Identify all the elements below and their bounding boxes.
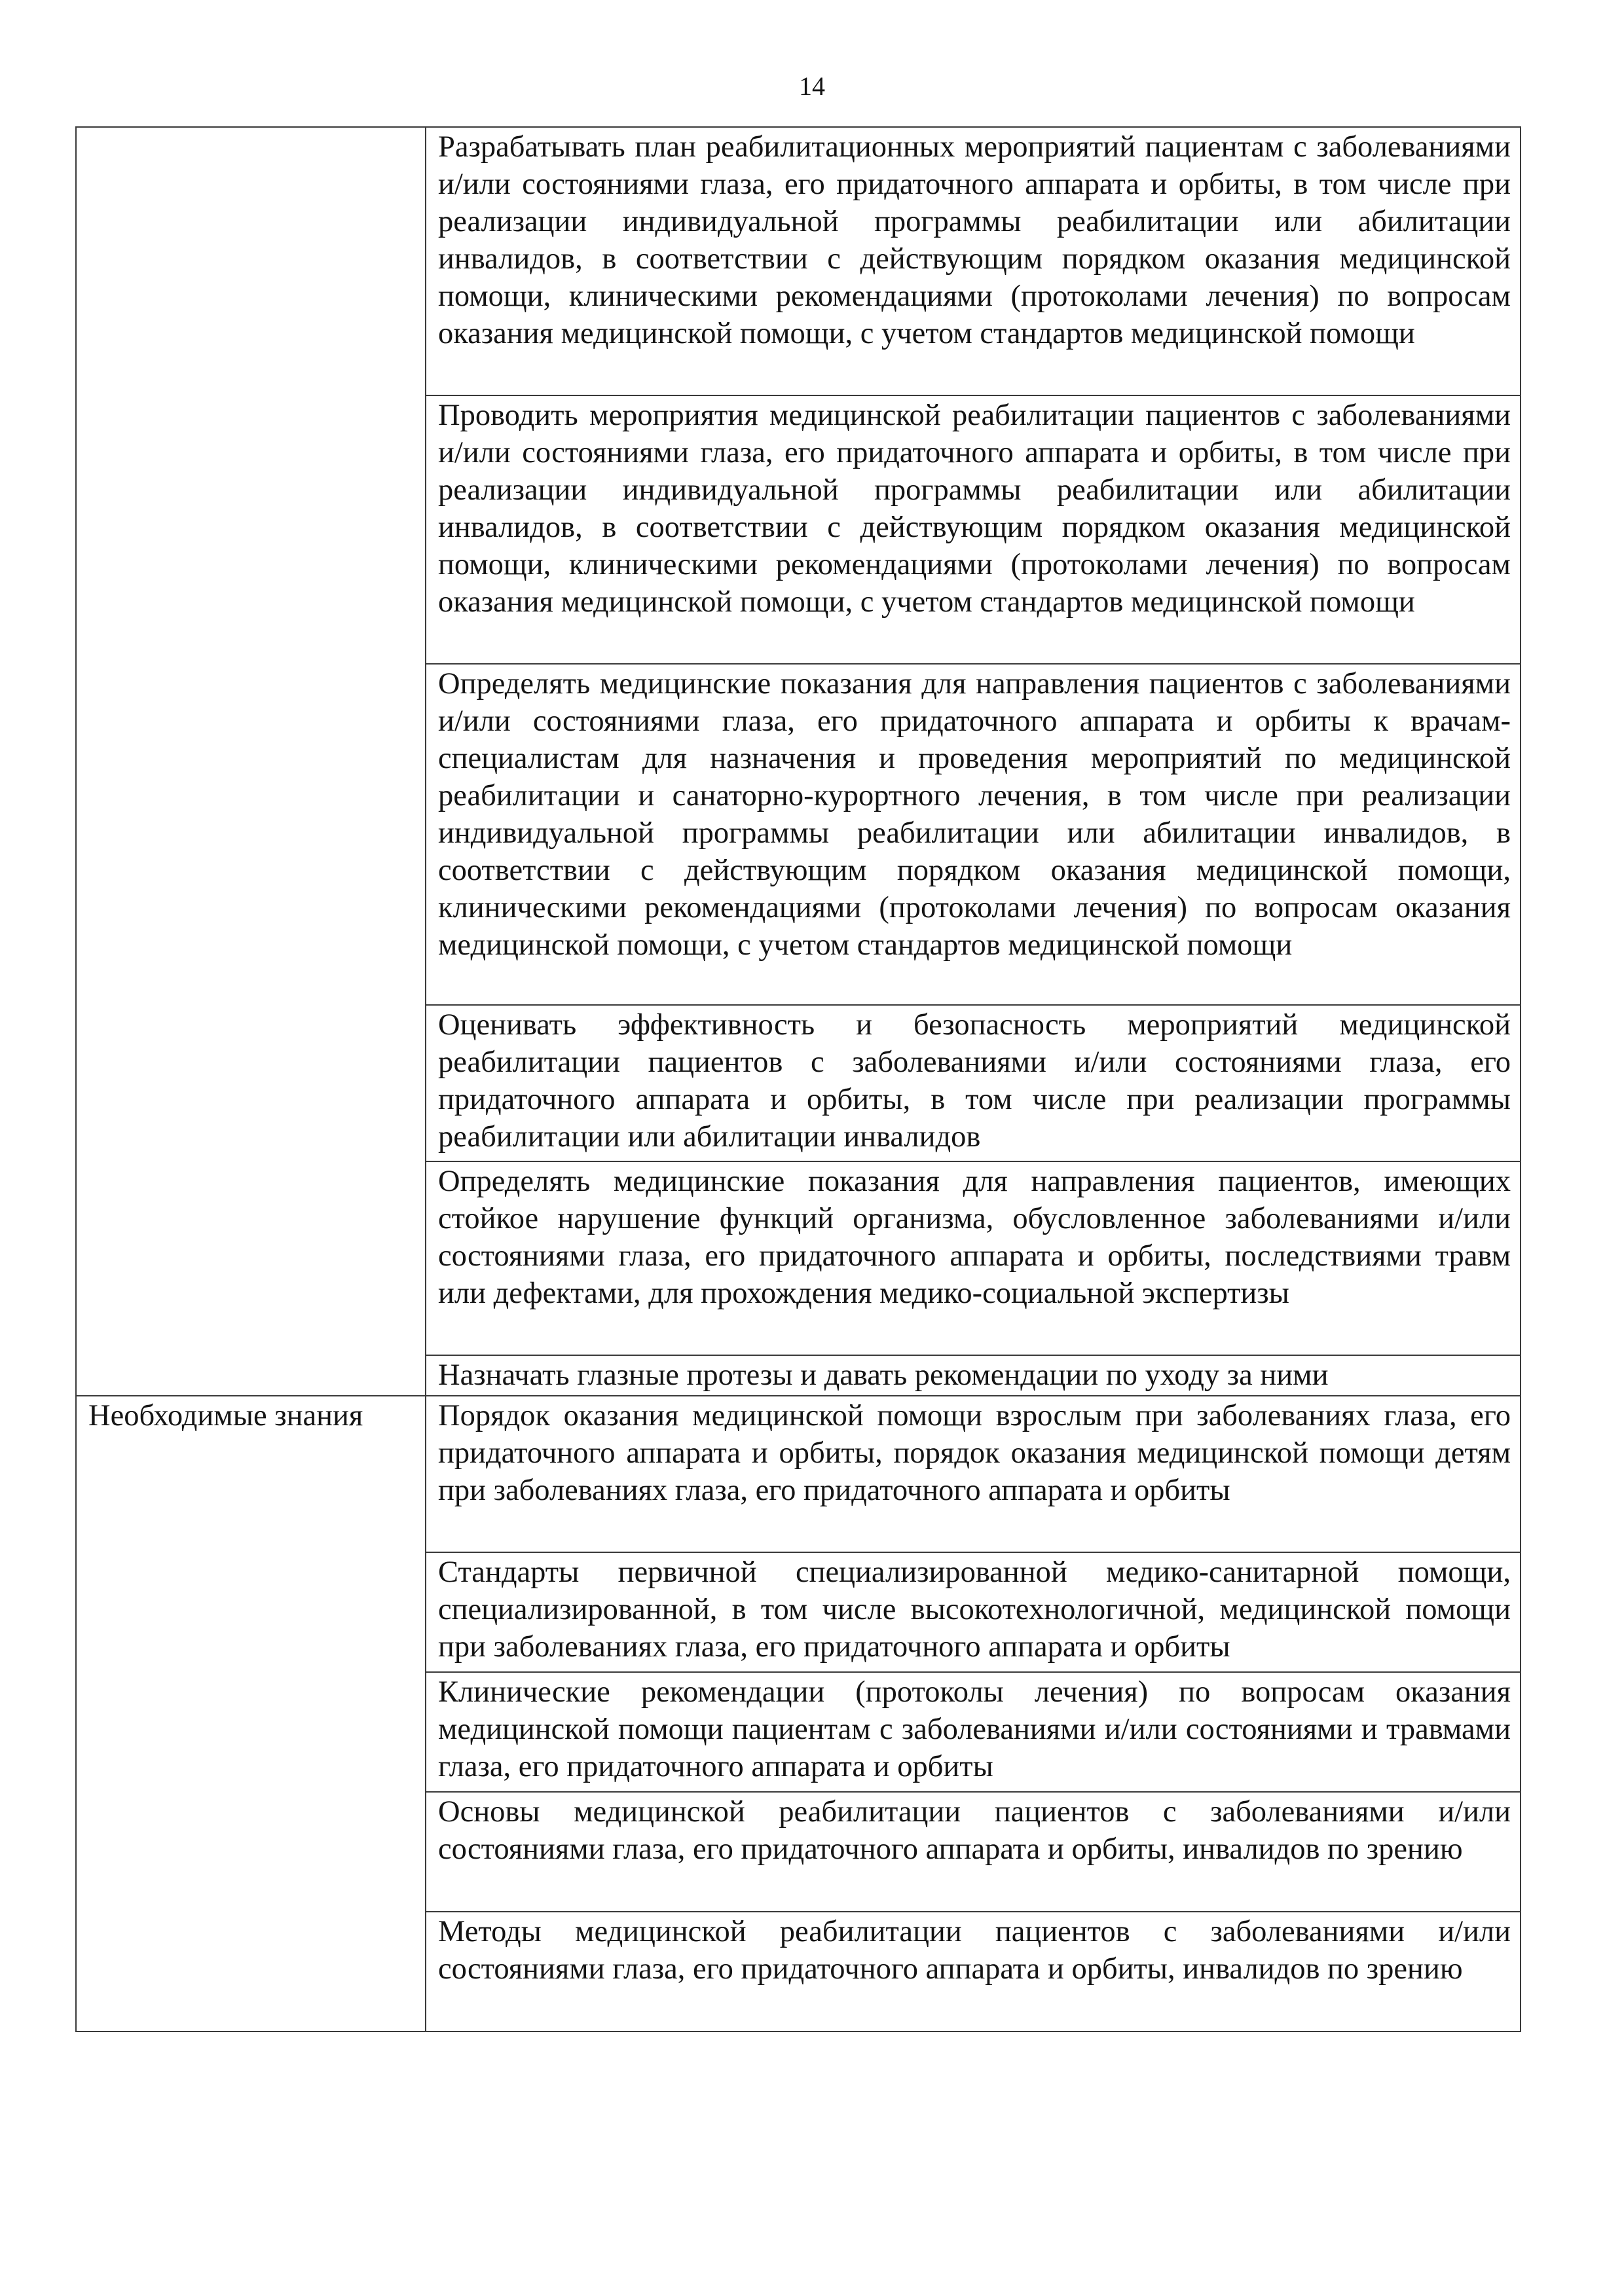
table-row <box>76 127 1521 395</box>
list-item <box>426 664 1521 1005</box>
section-label-knowledge: Необходимые знания <box>76 1396 426 2032</box>
item-text: Определять медицинские показания для направления пациентов с заболеваниями и/или состояниями глаза, его придаточного аппарата и орбиты к врачам-специалистам для назначения и проведения мероприятий по медицинской реабилитации и санаторно-курортного лечения, в том числе при реализации индивидуальной программы реабилитации или абилитации инвалидов, в соответствии с действующим порядком оказания медицинской помощи, клиническими рекомендациями (протоколами лечения) по вопросам оказания медицинской помощи, с учетом стандартов медицинской помощи <box>438 667 1511 962</box>
item-text: Определять медицинские показания для направления пациентов, имеющих стойкое нарушение функций организма, обусловленное заболеваниями и/или состояниями глаза, его придаточного аппарата и орбиты, последствиями травм или дефектами, для прохождения медико-социальной экспертизы <box>438 1165 1511 1310</box>
item-text: Порядок оказания медицинской помощи взрослым при заболеваниях глаза, его придаточного аппарата и орбиты, порядок оказания медицинской помощи детям при заболеваниях глаза, его придаточного аппарата и орбиты <box>438 1399 1511 1507</box>
list-item <box>426 1005 1521 1161</box>
item-text: Оценивать эффективность и безопасность мероприятий медицинской реабилитации пациентов с заболеваниями и/или состояниями глаза, его придаточного аппарата и орбиты, в том числе при реализации программы реабилитации или абилитации инвалидов <box>438 1008 1511 1154</box>
item-text: Основы медицинской реабилитации пациентов с заболеваниями и/или состояниями глаза, его придаточного аппарата и орбиты, инвалидов по зрению <box>438 1795 1511 1866</box>
requirements-table <box>75 126 1521 2032</box>
list-item <box>426 1161 1521 1355</box>
list-item <box>426 127 1521 395</box>
list-item <box>426 395 1521 664</box>
list-item <box>426 1672 1521 1792</box>
table-row <box>76 1396 1521 1552</box>
list-item <box>426 1396 1521 1552</box>
item-text: Методы медицинской реабилитации пациентов с заболеваниями и/или состояниями глаза, его придаточного аппарата и орбиты, инвалидов по зрению <box>438 1915 1511 1986</box>
list-item <box>426 1355 1521 1396</box>
item-text: Стандарты первичной специализированной медико-санитарной помощи, специализированной, в том числе высокотехнологичной, медицинской помощи при заболеваниях глаза, его придаточного аппарата и орбиты <box>438 1556 1511 1664</box>
item-text: Разрабатывать план реабилитационных мероприятий пациентам с заболеваниями и/или состояниями глаза, его придаточного аппарата и орбиты, в том числе при реализации индивидуальной программы реабилитации или абилитации инвалидов, в соответствии с действующим порядком оказания медицинской помощи, клиническими рекомендациями (протоколами лечения) по вопросам оказания медицинской помощи, с учетом стандартов медицинской помощи <box>438 130 1511 350</box>
item-text: Назначать глазные протезы и давать рекомендации по уходу за ними <box>438 1358 1329 1392</box>
item-text: Проводить мероприятия медицинской реабилитации пациентов с заболеваниями и/или состояниями глаза, его придаточного аппарата и орбиты, в том числе при реализации индивидуальной программы реабилитации или абилитации инвалидов, в соответствии с действующим порядком оказания медицинской помощи, клиническими рекомендациями (протоколами лечения) по вопросам оказания медицинской помощи, с учетом стандартов медицинской помощи <box>438 399 1511 619</box>
list-item <box>426 1912 1521 2032</box>
list-item <box>426 1792 1521 1912</box>
section-label-skills <box>76 127 426 1396</box>
page-number: 14 <box>799 71 825 101</box>
list-item <box>426 1552 1521 1672</box>
item-text: Клинические рекомендации (протоколы лечения) по вопросам оказания медицинской помощи пациентам с заболеваниями и/или состояниями и травмами глаза, его придаточного аппарата и орбиты <box>438 1675 1511 1783</box>
